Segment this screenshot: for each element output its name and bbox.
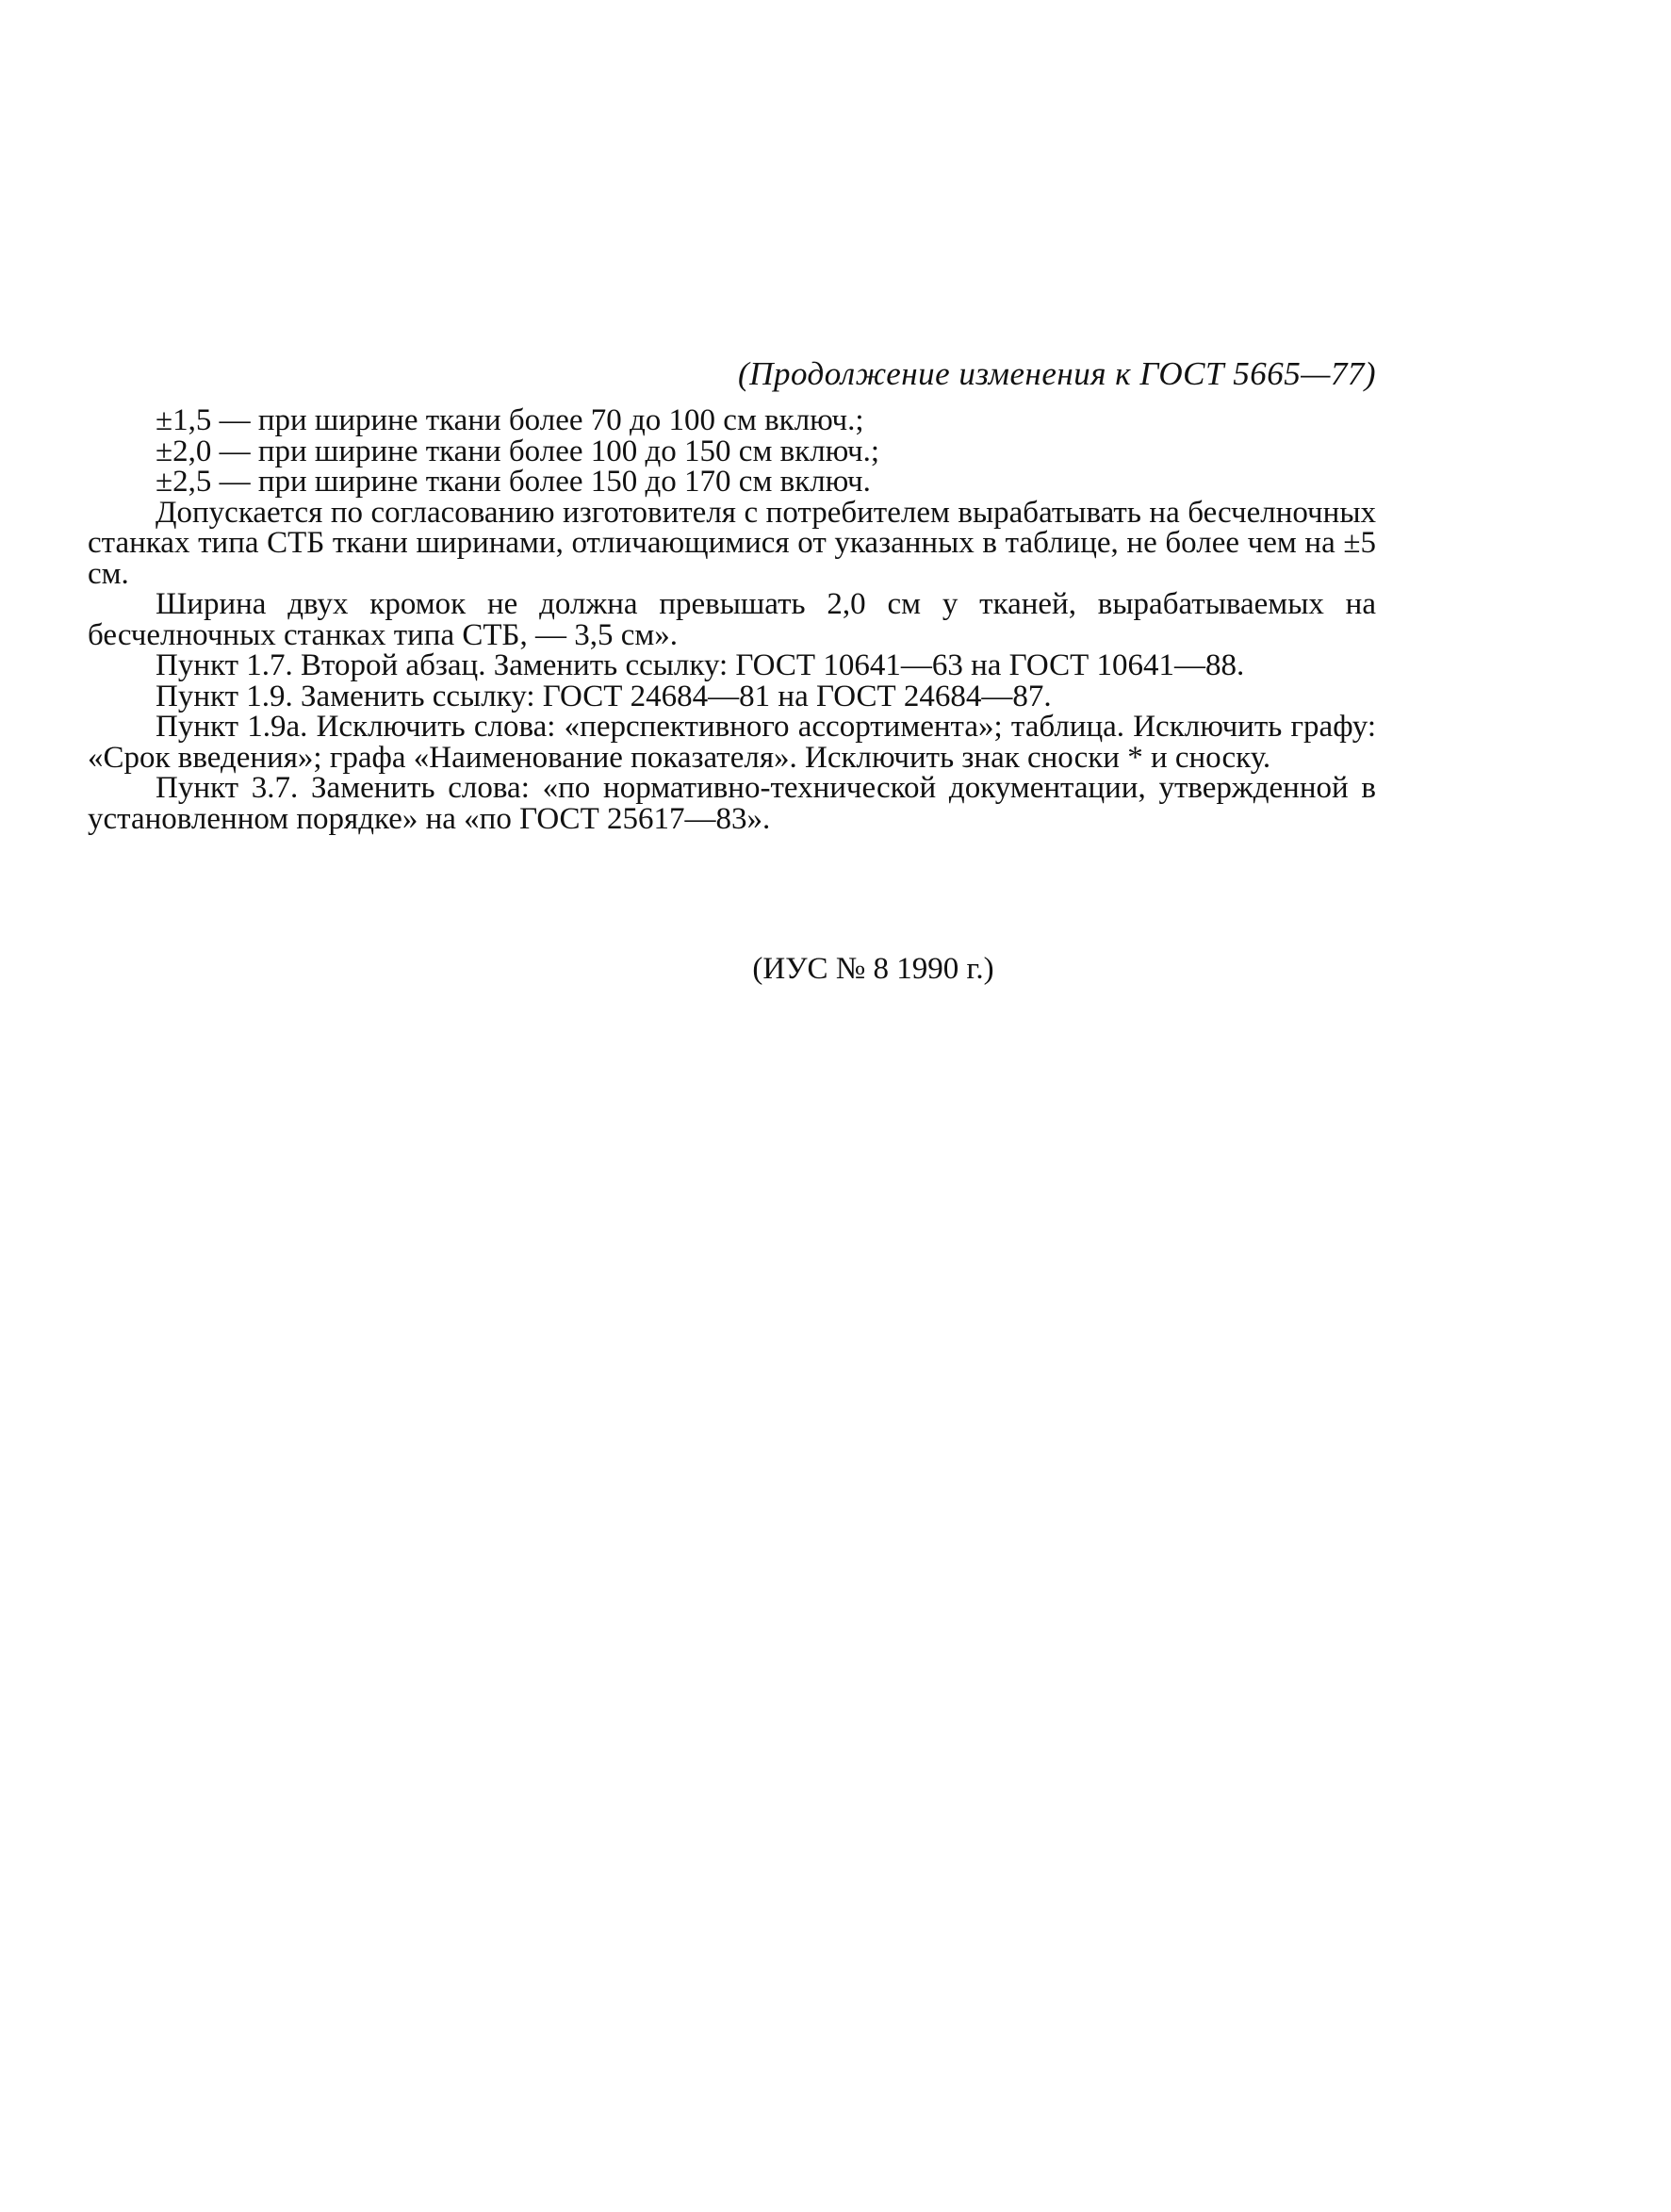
paragraph-item-1-9: Пункт 1.9. Заменить ссылку: ГОСТ 24684—81 на ГОСТ 24684—87. xyxy=(156,679,1052,713)
continuation-header: (Продолжение изменения к ГОСТ 5665—77) xyxy=(738,355,1376,392)
tolerance-line-1: ±1,5 — при ширине ткани более 70 до 100 см включ.; xyxy=(156,403,864,437)
ius-footer: (ИУС № 8 1990 г.) xyxy=(752,952,994,986)
document-body xyxy=(88,405,1376,834)
paragraph-item-1-9a: Пункт 1.9а. Исключить слова: «перспективного ассортимента»; таблица. Исключить графу: «Срок введения»; графа «Наименование показателя». Исключить знак сноски * и сноску. xyxy=(88,710,1376,775)
tolerance-line-2: ±2,0 — при ширине ткани более 100 до 150 см включ.; xyxy=(156,434,880,468)
paragraph-item-3-7: Пункт 3.7. Заменить слова: «по нормативно-технической документации, утвержденной в установленном порядке» на «по ГОСТ 25617—83». xyxy=(88,771,1376,836)
paragraph-item-1-7: Пункт 1.7. Второй абзац. Заменить ссылку: ГОСТ 10641—63 на ГОСТ 10641—88. xyxy=(156,648,1245,682)
tolerance-line-3: ±2,5 — при ширине ткани более 150 до 170 см включ. xyxy=(156,465,871,499)
paragraph-selvage-width: Ширина двух кромок не должна превышать 2,0 см у тканей, вырабатываемых на бесчелночных станках типа СТБ, — 3,5 см». xyxy=(88,587,1376,652)
paragraph-allowance: Допускается по согласованию изготовителя с потребителем вырабатывать на бесчелночных станках типа СТБ ткани ширинами, отличающимися от указанных в таблице, не более чем на ±5 см. xyxy=(88,495,1376,591)
